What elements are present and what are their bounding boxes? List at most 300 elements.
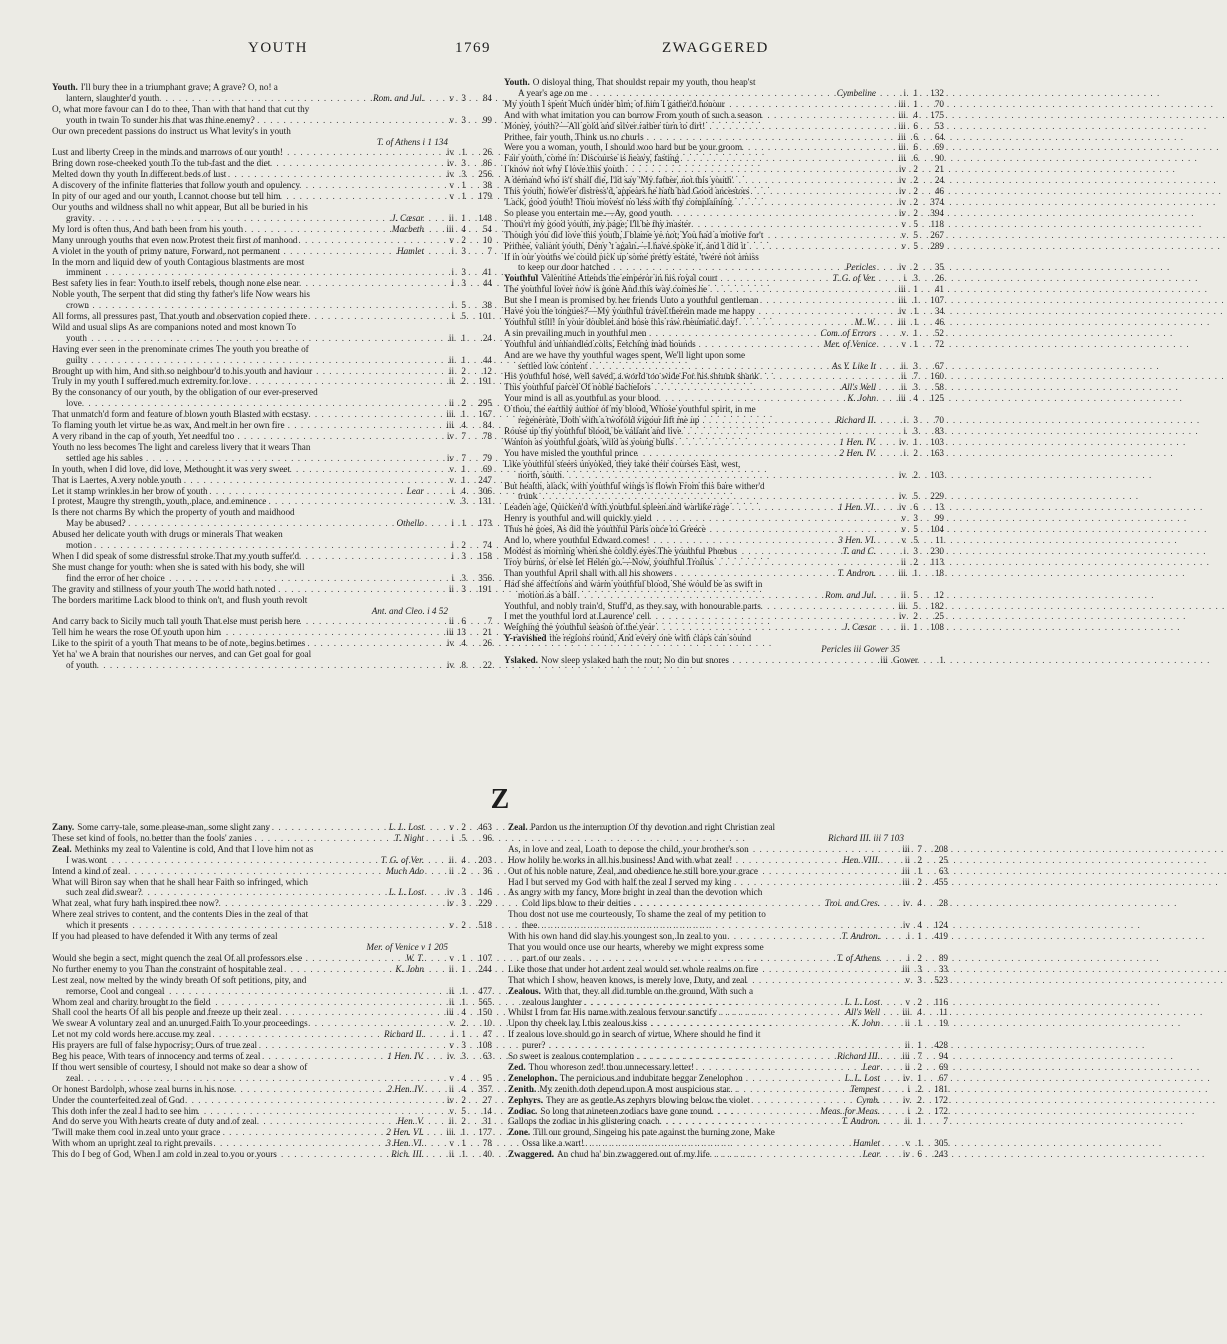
leader-dots	[614, 844, 884, 855]
line-number: 70	[934, 415, 944, 426]
line-number: 22	[482, 660, 492, 671]
leader-dots	[606, 197, 880, 208]
quotation: They are as gentle As zephyrs blowing below the violet	[545, 1094, 750, 1105]
act-number: ii	[448, 996, 454, 1007]
scene-number: 4	[461, 1072, 466, 1083]
concordance-entry	[508, 866, 948, 877]
quotation: Having ever seen in the prenominate crimes The youth you breathe of	[52, 343, 309, 354]
concordance-entry	[52, 366, 492, 377]
entry-text	[504, 240, 747, 252]
entry-text	[504, 393, 659, 404]
line-number: 172	[934, 1094, 948, 1105]
line-number: 69	[482, 463, 492, 474]
play-title: L. L. Lost	[844, 1072, 880, 1083]
line-number: 125	[930, 393, 944, 404]
leader-dots	[571, 622, 841, 633]
concordance-entry	[52, 1029, 492, 1040]
quotation: imminent	[66, 267, 102, 278]
quotation: Youthful and unhandled colts, Fetching mad bounds	[504, 338, 696, 349]
act-number: i	[451, 540, 454, 551]
leader-dots	[542, 470, 880, 481]
act-number: iii	[898, 567, 906, 578]
leader-dots	[140, 822, 386, 833]
entry-text	[504, 229, 764, 241]
scene-number: 1	[461, 332, 466, 343]
leader-dots	[550, 361, 829, 372]
entry-text	[52, 1105, 199, 1117]
line-number: 26	[482, 147, 492, 158]
quotation: Youthful still! in your doublet and hose this raw rheumatic day!	[504, 316, 738, 327]
leader-dots	[81, 540, 428, 551]
concordance-entry	[504, 557, 944, 568]
concordance-entry	[504, 88, 944, 99]
play-title: Richard III.	[836, 1051, 880, 1062]
quotation: Beg his peace, With tears of innocency and terms of zeal	[52, 1051, 261, 1062]
leader-dots	[138, 1116, 394, 1127]
line-number: 84	[482, 420, 492, 431]
scene-number: 2	[461, 376, 466, 387]
play-title: Cymb.	[856, 1094, 880, 1105]
leader-dots	[137, 1051, 385, 1062]
entry-text	[504, 622, 655, 633]
quotation: north, south	[518, 469, 562, 480]
quotation: That unmatch'd form and feature of blown youth Blasted with ecstasy	[52, 409, 309, 420]
act-number: iv	[446, 158, 454, 169]
entry-text	[66, 212, 93, 224]
headword: Zealous.	[508, 985, 541, 996]
entry-text	[518, 360, 588, 372]
quotation: Troy burns, or else let Helen go.—Now, youthful Troilus	[504, 556, 714, 567]
line-number: 7	[487, 616, 492, 627]
quotation: Modest as morning when she coldly eyes The youthful Phœbus	[504, 545, 737, 556]
line-number: 12	[482, 365, 492, 376]
quotation: to keep our door hatched	[518, 262, 610, 273]
scene-number: 2	[461, 920, 466, 931]
scene-number: 3	[461, 158, 466, 169]
concordance-entry	[52, 909, 492, 920]
scene-number: 3	[913, 360, 918, 371]
play-title: K. John	[847, 393, 876, 404]
scene-number: 4	[461, 854, 466, 865]
scene-number: 2	[917, 854, 922, 865]
quotation: such zeal did swear?	[66, 887, 142, 898]
entry-text	[508, 1072, 743, 1084]
entry-text	[52, 649, 311, 660]
leader-dots	[563, 328, 817, 339]
line-number: 150	[478, 1007, 492, 1018]
concordance-entry	[52, 1095, 492, 1106]
quotation: Wild and usual slips As are companions noted and most known To	[52, 321, 297, 332]
act-number: iv	[446, 638, 454, 649]
concordance-entry	[52, 518, 492, 529]
scene-number: 3	[461, 245, 466, 256]
concordance-entry	[508, 1040, 948, 1051]
scene-number: 1	[917, 1040, 922, 1051]
entry-text	[522, 1040, 546, 1051]
concordance-entry	[52, 638, 492, 649]
quotation: Melted down thy youth In different beds of lust	[52, 169, 227, 180]
leader-dots	[589, 426, 880, 437]
act-number: iii	[902, 1051, 910, 1062]
entry-text	[52, 909, 308, 920]
concordance-entry	[52, 627, 492, 638]
entry-text	[522, 920, 538, 931]
line-number: 113	[930, 556, 944, 567]
act-number: ii	[448, 354, 454, 365]
entry-text	[518, 491, 538, 502]
concordance-entry	[504, 502, 944, 513]
scene-number: 4	[917, 898, 922, 909]
quotation: Weighing the youthful season of the year	[504, 622, 655, 633]
entry-text	[508, 1116, 660, 1127]
act-number: iii	[880, 655, 888, 666]
concordance-entry	[508, 920, 948, 931]
scene-number: 3	[913, 426, 918, 436]
leader-dots	[125, 1106, 428, 1117]
act-number: iv	[898, 196, 906, 207]
quotation: With his own hand did slay his youngest son, In zeal to you	[508, 931, 727, 942]
entry-text	[504, 404, 756, 415]
line-number: 72	[934, 338, 944, 349]
concordance-entry	[52, 453, 492, 464]
line-number: 148	[478, 212, 492, 223]
entry-text	[504, 436, 674, 448]
entry-text	[504, 98, 725, 110]
line-number: 63	[482, 1051, 492, 1062]
concordance-entry	[52, 986, 492, 997]
headword: Youthful	[504, 273, 539, 284]
scene-number: 1	[461, 1149, 466, 1160]
play-title: T. Night	[394, 832, 424, 843]
scene-number: 3	[461, 1051, 466, 1062]
line-number: 203	[478, 854, 492, 865]
quotation: which it presents	[66, 920, 129, 931]
act-number: v	[449, 1072, 454, 1083]
entry-text	[52, 1029, 212, 1040]
concordance-entry	[52, 573, 492, 584]
concordance-entry	[504, 491, 944, 502]
quotation: Rouse up thy youthful blood, be valiant and live	[504, 426, 682, 436]
play-title: Meas. for Meas.	[820, 1105, 880, 1116]
entry-text	[52, 158, 271, 169]
leader-dots	[78, 355, 428, 366]
scene-number: 1	[913, 98, 918, 109]
concordance-entry	[52, 387, 492, 398]
act-number: iv	[902, 920, 910, 931]
concordance-entry	[504, 513, 944, 524]
act-number: i	[451, 267, 454, 278]
act-number: v	[449, 114, 454, 125]
play-title: Troi. and Cres.	[825, 898, 880, 909]
concordance-entry	[508, 1116, 948, 1127]
scene-number: 1	[461, 963, 466, 974]
quotation: I was wont	[66, 854, 107, 865]
leader-dots	[79, 213, 388, 224]
play-title: 1 Hen. IV.	[387, 1051, 424, 1062]
line-number: 53	[934, 120, 944, 131]
concordance-entry	[52, 344, 492, 355]
play-title: Othello	[396, 518, 424, 529]
quotation: zeal	[66, 1072, 81, 1083]
entry-text	[508, 843, 749, 855]
concordance-entry	[504, 568, 944, 579]
act-number: iii	[898, 142, 906, 153]
act-number: iii	[446, 627, 454, 638]
leader-dots	[143, 376, 428, 387]
quotation: Pardon us the interruption Of thy devotion and right Christian zeal	[530, 822, 776, 832]
entry-text	[504, 252, 759, 263]
quotation: An chud ha' bin zwaggered out of my life	[557, 1149, 710, 1160]
act-number: iv	[898, 175, 906, 186]
concordance-entry	[52, 1127, 492, 1138]
entry-text	[504, 611, 650, 622]
line-number: 12	[934, 589, 944, 600]
entry-text	[52, 1018, 308, 1029]
concordance-entry	[52, 649, 492, 660]
play-title: 2 Hen. IV.	[387, 1083, 424, 1094]
entry-text	[508, 1127, 775, 1138]
line-number: 36	[482, 865, 492, 876]
line-number: 244	[478, 963, 492, 974]
scene-number: 1	[461, 354, 466, 365]
concordance-entry	[52, 257, 492, 268]
quotation: This youthful parcel Of noble bachelors	[504, 382, 651, 393]
scene-number: 3	[461, 572, 466, 583]
quotation: What zeal, what fury hath inspired thee now?	[52, 898, 219, 909]
line-number: 26	[482, 638, 492, 649]
scene-number: 7	[913, 371, 918, 382]
scene-number: 2	[913, 611, 918, 622]
leader-dots	[78, 333, 428, 344]
play-title: M. W.	[854, 316, 876, 327]
scene-number: 4	[461, 485, 466, 496]
act-number: ii	[448, 616, 454, 627]
entry-text	[504, 350, 745, 361]
quotation: Fair youth, come in: Discourse is heavy, fasting	[504, 153, 680, 164]
leader-dots	[100, 920, 428, 931]
line-number: 419	[934, 931, 948, 942]
line-number: 229	[930, 491, 944, 502]
concordance-entry	[52, 1116, 492, 1127]
concordance-entry	[52, 180, 492, 191]
concordance-entry	[52, 1149, 492, 1160]
quotation: A demand who is't shall die, I'ld say 'My father, not this youth'	[504, 175, 734, 186]
line-number: 477	[478, 985, 492, 996]
play-title: K. John	[851, 1018, 880, 1029]
entry-text	[522, 898, 631, 909]
quotation: of youth	[66, 660, 97, 671]
quotation: Is there not charms By which the property of youth and maidhood	[52, 507, 295, 518]
entry-text	[52, 550, 300, 562]
play-title: Hamlet	[852, 1138, 880, 1149]
scene-number: 2	[917, 876, 922, 887]
play-title: Pericles	[845, 262, 876, 273]
act-number: iv	[898, 436, 906, 447]
play-title: Richard II.	[836, 415, 876, 426]
quotation: part of our zeals	[522, 952, 582, 963]
quotation: Your mind is all as youthful as your blood	[504, 393, 659, 404]
concordance-entry	[52, 822, 492, 833]
act-number: iii	[898, 600, 906, 611]
play-title: T. of Athens	[836, 952, 880, 963]
line-number: 70	[934, 98, 944, 109]
concordance-entry: Ant. and Cleo. i 4 52	[371, 605, 448, 616]
scene-number: 1	[913, 295, 918, 306]
line-number: 289	[930, 240, 944, 251]
play-title: 2 Hen. IV.	[839, 447, 876, 458]
quotation: How holily he works in all his business! And with what zeal!	[508, 854, 733, 865]
line-number: 230	[930, 545, 944, 556]
line-number: 99	[482, 114, 492, 125]
scene-number: 3	[461, 278, 466, 289]
concordance-entry	[508, 997, 948, 1008]
concordance-entry	[504, 252, 944, 263]
concordance-entry	[52, 147, 492, 158]
quotation: love	[66, 398, 82, 409]
scene-number: 1	[461, 518, 466, 529]
play-title: Tempest	[850, 1083, 880, 1094]
entry-text	[504, 131, 644, 143]
act-number: v	[901, 218, 906, 229]
quotation: Abused her delicate youth with drugs or minerals That weaken	[52, 529, 283, 540]
quotation: the regions round, And every one with claps can sound	[549, 633, 752, 644]
leader-dots	[101, 887, 385, 898]
concordance-entry	[52, 475, 492, 486]
leader-dots	[552, 1138, 850, 1149]
concordance-entry	[504, 655, 944, 666]
act-number: iii	[446, 223, 454, 234]
entry-text	[508, 1018, 648, 1029]
entry-text	[52, 1149, 277, 1160]
concordance-entry	[508, 1018, 948, 1029]
entry-text	[52, 1062, 307, 1073]
act-number: ii	[900, 556, 906, 567]
act-number: iii	[898, 316, 906, 327]
concordance-entry	[508, 1149, 948, 1160]
quotation: Had I but served my God with half the zeal I served my king	[508, 876, 732, 887]
act-number: ii	[448, 365, 454, 376]
line-number: 79	[482, 452, 492, 463]
act-number: v	[449, 1105, 454, 1116]
leader-dots	[146, 964, 393, 975]
entry-text	[52, 431, 235, 442]
entry-text	[508, 942, 764, 953]
concordance-entry	[52, 997, 492, 1008]
scene-number: 2	[913, 164, 918, 175]
concordance-entry	[52, 1051, 492, 1062]
quotation: In the morn and liquid dew of youth Contagious blastments are most	[52, 256, 305, 267]
line-number: 565	[478, 996, 492, 1007]
entry-text	[52, 952, 303, 964]
act-number: ii	[904, 1018, 910, 1029]
concordance-entry	[508, 1051, 948, 1062]
entry-text	[52, 562, 305, 573]
entry-text	[66, 572, 165, 584]
act-number: i	[907, 1083, 910, 1094]
concordance-entry	[508, 909, 948, 920]
concordance-entry	[504, 382, 944, 393]
entry-text	[504, 120, 706, 132]
act-number: iii	[898, 153, 906, 164]
concordance-entry	[52, 409, 492, 420]
leader-dots	[604, 99, 880, 110]
concordance-entry	[52, 213, 492, 224]
leader-dots	[614, 975, 884, 986]
quotation: Lest zeal, now melted by the windy breath Of soft petitions, pity, and	[52, 974, 307, 985]
quotation: Gallops the zodiac in his glistering coach	[508, 1116, 660, 1127]
quotation: Whilst I from far His name with zealous fervour sanctify	[508, 1007, 717, 1018]
headword: Youth.	[52, 82, 78, 92]
entry-text	[52, 963, 283, 975]
entry-text	[52, 898, 219, 909]
entry-text	[52, 1040, 258, 1051]
concordance-entry	[504, 437, 944, 448]
entry-text	[52, 420, 285, 431]
leader-dots	[116, 986, 428, 997]
entry-text	[504, 175, 734, 186]
quotation: My zenith doth depend upon A most auspicious star	[539, 1083, 730, 1094]
entry-text	[508, 865, 759, 877]
entry-text	[66, 854, 107, 866]
quotation: 'Lack, good youth! Thou movest no less with thy complaining	[504, 196, 733, 207]
scene-number: 1	[461, 147, 466, 158]
act-number: v	[449, 474, 454, 485]
quotation: And carry back to Sicily much tall youth That else must perish here	[52, 616, 301, 627]
scene-number: 1	[913, 316, 918, 327]
quotation: You have misled the youthful prince	[504, 447, 638, 458]
entry-text	[504, 327, 647, 339]
quotation: O thou, the earthly author of my blood, Whose youthful spirit, in me	[504, 404, 756, 415]
act-number: ii	[448, 583, 454, 594]
scene-number: 1	[461, 952, 466, 963]
scene-number: 7	[461, 452, 466, 463]
leader-dots	[597, 524, 880, 535]
quotation: regenerate, Doth with a twofold vigour lift me up	[518, 415, 700, 426]
concordance-entry	[52, 376, 492, 387]
line-number: 103	[930, 436, 944, 447]
concordance-entry: T. of Athens i 1 134	[376, 136, 448, 147]
act-number: ii	[900, 589, 906, 600]
act-number: iv	[898, 611, 906, 622]
scene-number: 2	[913, 207, 918, 218]
quotation: lantern, slaughter'd youth	[66, 92, 160, 103]
quotation: If you had pleased to have defended it With any terms of zeal	[52, 931, 278, 942]
concordance-entry	[52, 1062, 492, 1073]
scene-number: 2	[913, 556, 918, 567]
act-number: ii	[448, 1083, 454, 1094]
quotation: His prayers are full of false hypocrisy; Ours of true zeal	[52, 1040, 258, 1051]
scene-number: 6	[913, 142, 918, 153]
page-header	[0, 40, 1000, 64]
line-number: 179	[478, 191, 492, 202]
act-number: v	[905, 1138, 910, 1149]
quotation: settled age his sables	[66, 452, 143, 463]
scene-number: 3	[913, 415, 918, 426]
entry-text	[52, 169, 227, 180]
entry-text	[504, 426, 682, 437]
leader-dots	[124, 1127, 384, 1138]
line-number: 256	[478, 169, 492, 180]
concordance-entry	[508, 887, 948, 898]
entry-text	[52, 507, 295, 518]
scene-number: 7	[917, 843, 922, 854]
entry-text	[66, 887, 142, 898]
scene-number: 3	[461, 114, 466, 125]
line-number: 44	[482, 278, 492, 289]
line-number: 124	[934, 920, 948, 931]
line-number: 428	[934, 1040, 948, 1051]
scene-number: 2	[917, 1094, 922, 1105]
